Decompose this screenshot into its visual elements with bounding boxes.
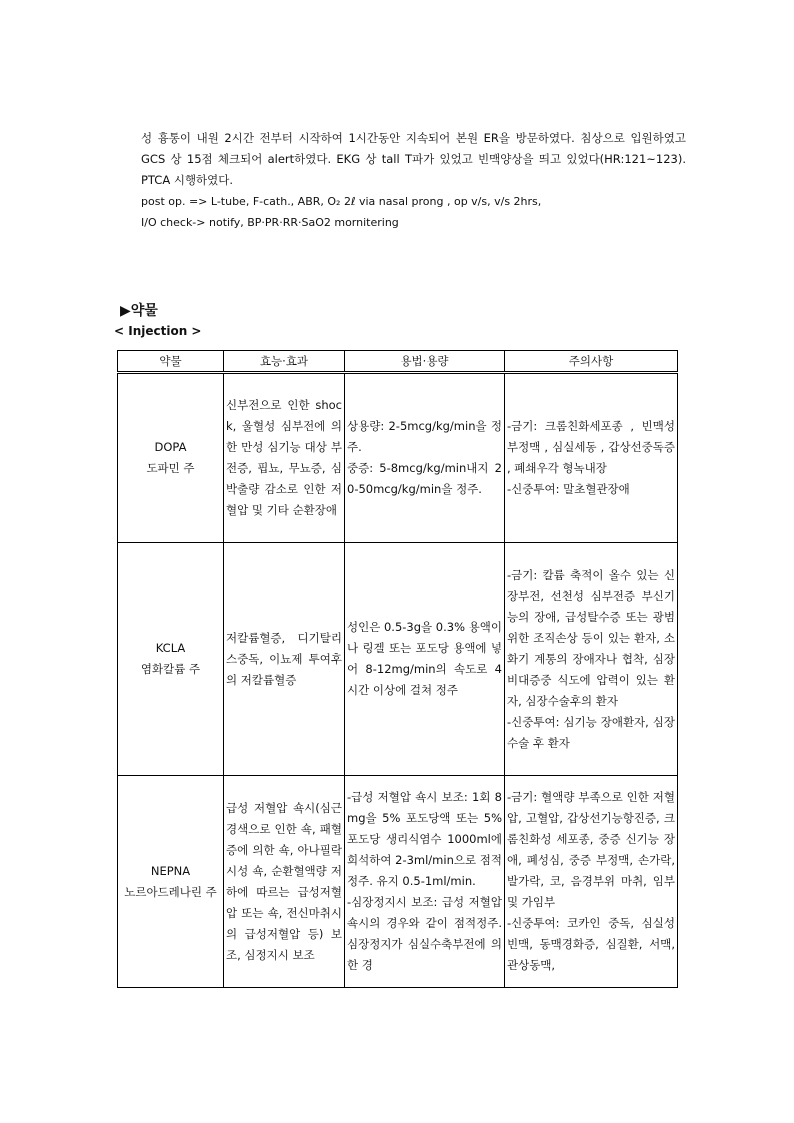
caution-cell: -금기: 크롬친화세포종 , 빈맥성 부정맥 , 심실세동 , 갑상선중독증 , 폐쇄우각 형녹내장 -신중투여: 말초혈관장애 [505, 373, 678, 543]
case-paragraph: 성 흉통이 내원 2시간 전부터 시작하여 1시간동안 지속되어 본원 ER을 방문하였다. 침상으로 입원하였고 GCS 상 15점 체크되어 alert하였다. EKG 상 tall T파가 있었고 빈맥양상을 띄고 있었다(HR:121~123). PTCA 시행하였다. [141, 131, 686, 187]
drug-name-ko: 노르아드레나린 주 [124, 884, 217, 899]
caution-cell: -금기: 칼륨 축적이 올수 있는 신장부전, 선천성 심부전증 부신기능의 장애, 급성탈수증 또는 광범위한 조직손상 등이 있는 환자, 소화기 계통의 장애자나 협착, 심장비대증중 식도에 압력이 있는 환자, 심장수술후의 환자 -신중투여: 심기능 장애환자, 심장수술 후 환자 [505, 543, 678, 776]
drug-table [117, 350, 678, 988]
io-check-line: I/O check-> notify, BP·PR·RR·SaO2 mornitering [141, 216, 399, 229]
drug-name-ko: 도파민 주 [146, 461, 195, 475]
efficacy-cell: 신부전으로 인한 shock, 울혈성 심부전에 의한 만성 심기능 대상 부전증, 핍뇨, 무뇨증, 심박출량 감소로 인한 저혈압 및 기타 순환장애 [224, 373, 345, 543]
section-title: ▶약물 [120, 303, 158, 319]
intro-text-block [141, 128, 686, 233]
drug-name-en: NEPNA [150, 863, 191, 878]
table-row [118, 373, 678, 543]
drug-name-cell [118, 776, 224, 988]
table-row [118, 543, 678, 776]
table-header-row [118, 351, 678, 373]
table-row [118, 776, 678, 988]
drug-name-en: KCLA [155, 641, 186, 655]
header-caution: 주의사항 [505, 351, 678, 373]
header-drug: 약물 [118, 351, 224, 373]
efficacy-cell: 급성 저혈압 쇽시(심근경색으로 인한 쇽, 패혈증에 의한 쇽, 아나필락시성 쇽, 순환혈액량 저하에 따르는 급성저혈압 또는 쇽, 전신마취시의 급성저혈압 등) 보조, 심정지시 보조 [224, 776, 345, 988]
header-efficacy: 효능·효과 [224, 351, 345, 373]
drug-name-cell [118, 543, 224, 776]
drug-name-ko: 염화칼륨 주 [140, 662, 201, 676]
efficacy-cell: 저칼륨혈증, 디기탈리스중독, 이뇨제 투여후의 저칼륨혈증 [224, 543, 345, 776]
caution-cell: -금기: 혈액량 부족으로 인한 저혈압, 고혈압, 갑상선기능항진증, 크롬친화성 세포종, 중증 신기능 장애, 폐성심, 중증 부정맥, 손가락, 발가락, 코, 음경부위 마취, 임부 및 가임부 -신중투여: 코카인 중독, 심실성 빈맥, 동맥경화증, 심질환, 서맥, 관상동맥, [505, 776, 678, 988]
dosage-cell: 성인은 0.5-3g을 0.3% 용액이나 링겔 또는 포도당 용액에 넣어 8-12mg/min의 속도로 4시간 이상에 걸쳐 정주 [345, 543, 505, 776]
dosage-cell: 상용량: 2-5mcg/kg/min을 정주. 중증: 5-8mcg/kg/min내지 20-50mcg/kg/min을 정주. [345, 373, 505, 543]
injection-subtitle: < Injection > [114, 324, 202, 338]
drug-name-en: DOPA [154, 440, 187, 454]
post-op-line: post op. => L-tube, F-cath., ABR, O₂ 2ℓ via nasal prong , op v/s, v/s 2hrs, [141, 195, 542, 208]
dosage-cell: -급성 저혈압 쇽시 보조: 1회 8mg을 5% 포도당액 또는 5% 포도당 생리식염수 1000ml에 희석하여 2-3ml/min으로 점적정주. 유지 0.5-1ml/min. -심장정지시 보조: 급성 저혈압 쇽시의 경우와 같이 점적정주. 심장정지가 심실수축부전에 의한 경 [345, 776, 505, 988]
header-dosage: 용법·용량 [345, 351, 505, 373]
drug-name-cell [118, 373, 224, 543]
